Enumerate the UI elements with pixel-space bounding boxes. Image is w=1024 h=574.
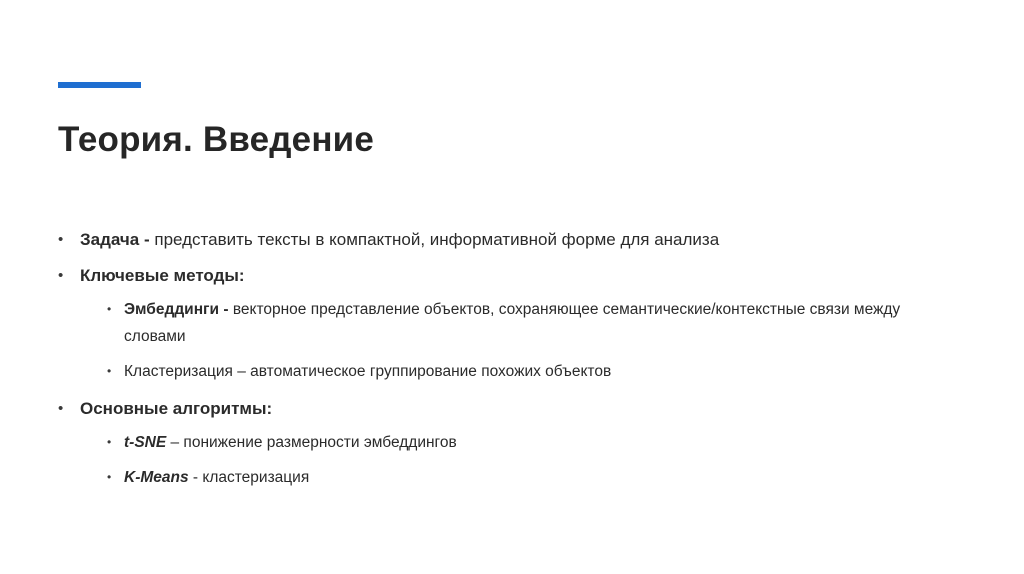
bullet-dot-icon: • xyxy=(58,231,64,248)
sub-bullet-list xyxy=(80,296,958,385)
bullet-term: Задача - xyxy=(80,230,150,249)
slide-title: Теория. Введение xyxy=(58,120,375,159)
bullet-text: представить тексты в компактной, информативной форме для анализа xyxy=(149,230,720,249)
sub-bullet-dot-icon: • xyxy=(107,302,112,316)
bullet-list xyxy=(58,228,958,503)
sub-bullet-text: векторное представление объектов, сохраняющее семантические/контекстные связи между словами xyxy=(124,301,901,345)
bullet-term: Ключевые методы: xyxy=(80,266,245,285)
sub-bullet-item-kmeans xyxy=(80,464,958,491)
sub-bullet-term: Эмбеддинги - xyxy=(124,301,229,318)
bullet-dot-icon: • xyxy=(58,400,64,417)
sub-bullet-text: – понижение размерности эмбеддингов xyxy=(166,434,457,451)
title-accent-bar xyxy=(58,82,141,88)
sub-bullet-text: - кластеризация xyxy=(188,469,310,486)
bullet-item-key-methods xyxy=(58,264,958,385)
sub-bullet-term: t-SNE xyxy=(124,434,167,451)
bullet-item-algorithms xyxy=(58,397,958,491)
sub-bullet-dot-icon: • xyxy=(107,364,112,378)
sub-bullet-dot-icon: • xyxy=(107,435,112,449)
sub-bullet-item-embeddings xyxy=(80,296,958,350)
bullet-item-task xyxy=(58,228,958,252)
sub-bullet-term: K-Means xyxy=(124,469,189,486)
sub-bullet-item-tsne xyxy=(80,429,958,456)
sub-bullet-text: Кластеризация – автоматическое группирование похожих объектов xyxy=(124,363,612,380)
bullet-dot-icon: • xyxy=(58,267,64,284)
sub-bullet-dot-icon: • xyxy=(107,470,112,484)
bullet-term: Основные алгоритмы: xyxy=(80,399,273,418)
sub-bullet-item-clustering xyxy=(80,358,958,385)
sub-bullet-list xyxy=(80,429,958,491)
